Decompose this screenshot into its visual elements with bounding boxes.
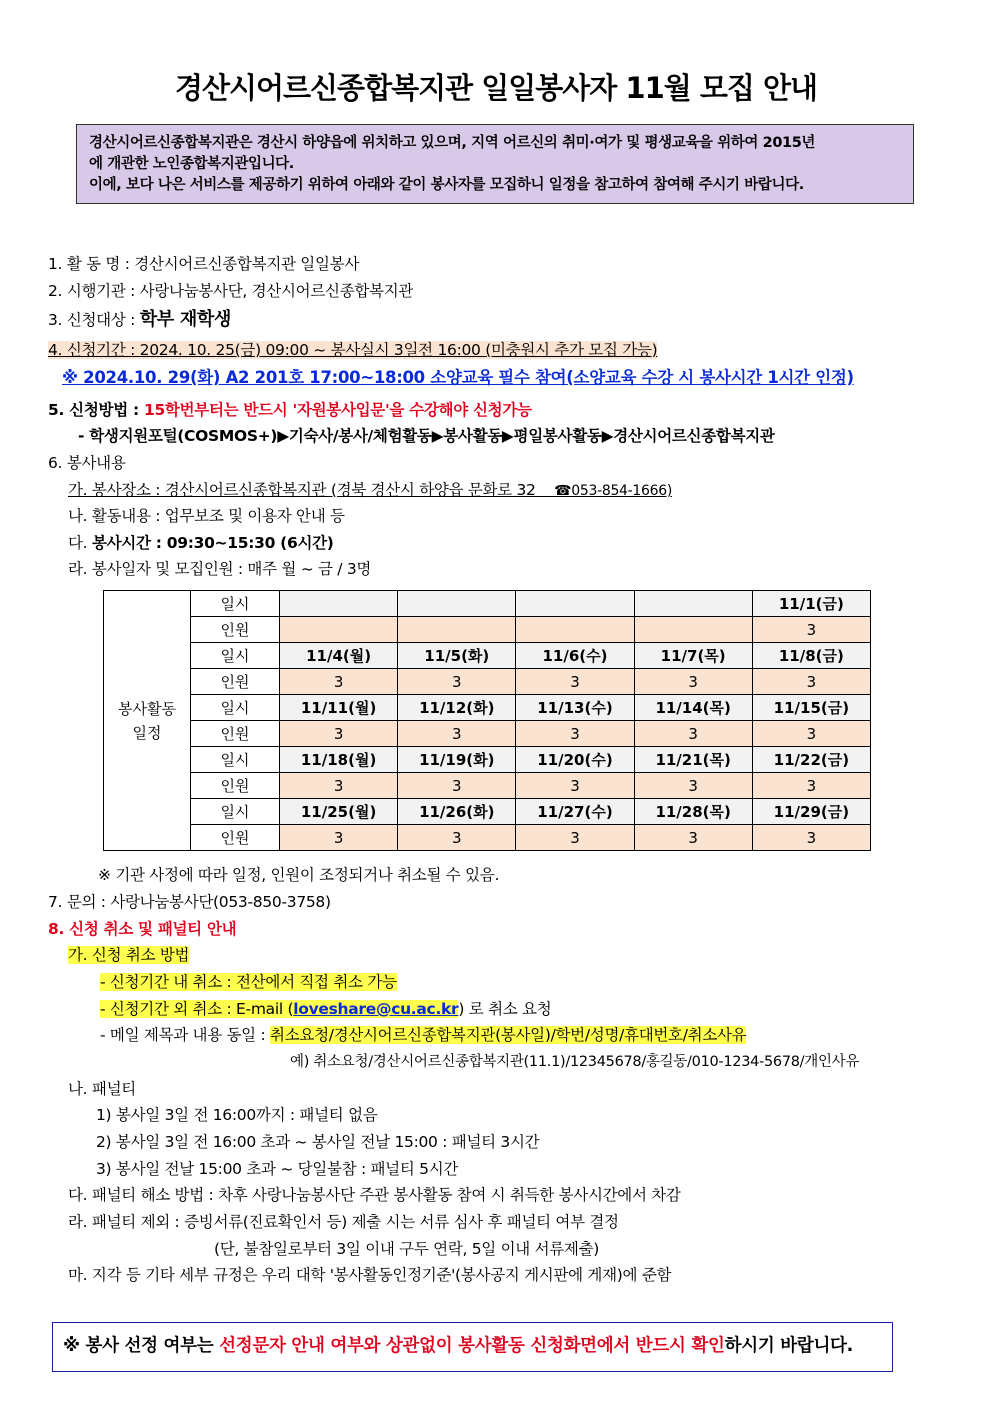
schedule-count-row (104, 617, 871, 643)
schedule-count: 3 (280, 825, 398, 851)
mail-format-example: 예) 취소요청/경산시어르신종합복지관(11.1)/12345678/홍길동/010-1234-5678/개인사유 (290, 1054, 860, 1070)
empty-cell (280, 617, 398, 643)
schedule-date: 11/1(금) (752, 591, 870, 617)
group-label-line-2: 일정 (132, 723, 162, 742)
group-label-line-1: 봉사활동 (118, 699, 176, 718)
schedule-count: 3 (398, 721, 516, 747)
schedule-date: 11/4(월) (280, 643, 398, 669)
item-organizer: 2. 시행기관 : 사랑나눔봉사단, 경산시어르신종합복지관 (48, 282, 414, 300)
empty-cell (398, 617, 516, 643)
penalty-exemption: 라. 패널티 제외 : 증빙서류(진료확인서 등) 제출 시는 서류 심사 후 패널티 여부 결정 (68, 1213, 619, 1231)
training-notice (62, 364, 854, 388)
schedule-count: 3 (752, 773, 870, 799)
empty-cell (634, 617, 752, 643)
schedule-date: 11/6(수) (516, 643, 634, 669)
place-spacer (536, 481, 555, 499)
penalty-exemption-detail: (단, 불참일로부터 3일 이내 구두 연락, 5일 이내 서류제출) (214, 1240, 600, 1258)
target-label: 3. 신청대상 : (48, 311, 140, 329)
item-period (48, 338, 657, 360)
time-value: 봉사시간 : 09:30~15:30 (6시간) (91, 534, 334, 552)
penalty-3: 3) 봉사일 전날 15:00 초과 ~ 당일불참 : 패널티 5시간 (96, 1160, 459, 1178)
schedule-date: 11/25(월) (280, 799, 398, 825)
item-activity-name: 1. 활 동 명 : 경산시어르신종합복지관 일일봉사 (48, 255, 359, 273)
item-cancel-heading: 8. 신청 취소 및 패널티 안내 (48, 920, 237, 938)
schedule-count: 3 (634, 669, 752, 695)
empty-cell (634, 591, 752, 617)
cancel-outside (100, 997, 551, 1019)
notice-pre: ※ 봉사 선정 여부는 (63, 1336, 220, 1356)
schedule-count: 3 (752, 617, 870, 643)
schedule-date-row (104, 643, 871, 669)
schedule-count: 3 (752, 721, 870, 747)
schedule-count: 3 (634, 721, 752, 747)
item-method (48, 398, 532, 420)
content-activity: 나. 활동내용 : 업무보조 및 이용자 안내 등 (68, 507, 345, 525)
item-target (48, 305, 231, 331)
mail-format-pre: - 메일 제목과 내용 동일 : (100, 1026, 271, 1044)
count-label: 인원 (191, 617, 280, 643)
schedule-date: 11/12(화) (398, 695, 516, 721)
empty-cell (280, 591, 398, 617)
count-label: 인원 (191, 825, 280, 851)
method-value: 15학번부터는 반드시 '자원봉사입문'을 수강해야 신청가능 (143, 401, 532, 419)
schedule-count: 3 (752, 825, 870, 851)
date-label: 일시 (191, 643, 280, 669)
schedule-date: 11/13(수) (516, 695, 634, 721)
schedule-group-label (104, 591, 191, 851)
intro-box (76, 124, 914, 204)
count-label: 인원 (191, 721, 280, 747)
penalty-1: 1) 봉사일 3일 전 16:00까지 : 패널티 없음 (96, 1106, 378, 1124)
target-value: 학부 재학생 (139, 309, 232, 330)
cancel-email-link[interactable]: loveshare@cu.ac.kr (293, 1000, 459, 1018)
intro-line-1: 경산시어르신종합복지관은 경산시 하양읍에 위치하고 있으며, 지역 어르신의 취미·여가 및 평생교육을 위하여 2015년 (89, 135, 816, 151)
place-text: 가. 봉사장소 : 경산시어르신종합복지관 (경북 경산시 하양읍 문화로 32 (68, 481, 536, 499)
schedule-date-row (104, 799, 871, 825)
schedule-count: 3 (516, 773, 634, 799)
schedule-date: 11/8(금) (752, 643, 870, 669)
selection-notice (52, 1322, 893, 1372)
schedule-date: 11/27(수) (516, 799, 634, 825)
schedule-date: 11/21(목) (634, 747, 752, 773)
count-label: 인원 (191, 669, 280, 695)
mail-format-text: 취소요청/경산시어르신종합복지관(봉사일)/학번/성명/휴대번호/취소사유 (270, 1026, 747, 1044)
content-time (68, 531, 334, 553)
schedule-date: 11/15(금) (752, 695, 870, 721)
content-place (68, 478, 672, 500)
cancel-within-text: - 신청기간 내 취소 : 전산에서 직접 취소 가능 (100, 973, 397, 991)
date-label: 일시 (191, 799, 280, 825)
schedule-count: 3 (752, 669, 870, 695)
date-label: 일시 (191, 747, 280, 773)
page-title: 경산시어르신종합복지관 일일봉사자 11월 모집 안내 (174, 71, 818, 105)
schedule-count: 3 (280, 669, 398, 695)
schedule-count-row (104, 773, 871, 799)
schedule-date-row (104, 695, 871, 721)
cancel-outside-post: ) 로 취소 요청 (458, 1000, 552, 1018)
schedule-count: 3 (634, 773, 752, 799)
count-label: 인원 (191, 773, 280, 799)
intro-line-3: 이에, 보다 나은 서비스를 제공하기 위하여 아래와 같이 봉사자를 모집하니 일정을 참고하여 참여해 주시기 바랍니다. (89, 177, 804, 193)
schedule-date: 11/5(화) (398, 643, 516, 669)
schedule-date: 11/29(금) (752, 799, 870, 825)
schedule-date: 11/19(화) (398, 747, 516, 773)
period-text: 4. 신청기간 : 2024. 10. 25(금) 09:00 ~ 봉사실시 3일전 16:00 (미충원시 추가 모집 가능) (48, 341, 658, 359)
date-label: 일시 (191, 695, 280, 721)
schedule-count-row (104, 669, 871, 695)
schedule-date: 11/26(화) (398, 799, 516, 825)
schedule-date: 11/22(금) (752, 747, 870, 773)
phone-text: ☎053-854-1666) (554, 483, 673, 499)
cancel-within (100, 970, 397, 992)
schedule-date: 11/11(월) (280, 695, 398, 721)
time-prefix: 다. (68, 534, 92, 552)
cancel-mail-format (100, 1023, 746, 1045)
method-path: - 학생지원포털(COSMOS+)▶기숙사/봉사/체험활동▶봉사활동▶평일봉사활동▶경산시어르신종합복지관 (78, 427, 775, 445)
schedule-count-row (104, 721, 871, 747)
schedule-date-row (104, 747, 871, 773)
schedule-date: 11/7(목) (634, 643, 752, 669)
schedule-count: 3 (516, 721, 634, 747)
schedule-count: 3 (634, 825, 752, 851)
schedule-count: 3 (398, 773, 516, 799)
method-label: 5. 신청방법 : (48, 401, 144, 419)
notice-red: 선정문자 안내 여부와 상관없이 봉사활동 신청화면에서 반드시 확인 (219, 1336, 725, 1356)
content-schedule: 라. 봉사일자 및 모집인원 : 매주 월 ~ 금 / 3명 (68, 560, 372, 578)
schedule-count-row (104, 825, 871, 851)
schedule-count: 3 (398, 669, 516, 695)
cancel-outside-pre: - 신청기간 외 취소 : E-mail ( (100, 1000, 294, 1018)
notice-post: 하시기 바랍니다. (724, 1336, 854, 1356)
schedule-table (103, 590, 871, 851)
item-contact: 7. 문의 : 사랑나눔봉사단(053-850-3758) (48, 893, 331, 911)
schedule-count: 3 (280, 773, 398, 799)
penalty-2: 2) 봉사일 3일 전 16:00 초과 ~ 봉사일 전날 15:00 : 패널티 3시간 (96, 1133, 540, 1151)
schedule-count: 3 (516, 825, 634, 851)
cancel-method (68, 943, 189, 965)
training-text: ※ 2024.10. 29(화) A2 201호 17:00~18:00 소양교육 필수 참여(소양교육 수강 시 봉사시간 1시간 인정) (62, 368, 854, 387)
schedule-count: 3 (516, 669, 634, 695)
intro-line-2: 에 개관한 노인종합복지관입니다. (89, 156, 294, 172)
table-note: ※ 기관 사정에 따라 일정, 인원이 조정되거나 취소될 수 있음. (98, 866, 500, 884)
item-content: 6. 봉사내용 (48, 454, 126, 472)
schedule-count: 3 (398, 825, 516, 851)
schedule-count: 3 (280, 721, 398, 747)
schedule-date: 11/20(수) (516, 747, 634, 773)
schedule-date: 11/18(월) (280, 747, 398, 773)
schedule-date: 11/28(목) (634, 799, 752, 825)
schedule-date: 11/14(목) (634, 695, 752, 721)
penalty-heading: 나. 패널티 (68, 1080, 136, 1098)
other-rules: 마. 지각 등 기타 세부 규정은 우리 대학 '봉사활동인정기준'(봉사공지 게시판에 게재)에 준함 (68, 1266, 672, 1284)
penalty-removal: 다. 패널티 해소 방법 : 차후 사랑나눔봉사단 주관 봉사활동 참여 시 취득한 봉사시간에서 차감 (68, 1186, 681, 1204)
date-label: 일시 (191, 591, 280, 617)
cancel-method-text: 가. 신청 취소 방법 (68, 946, 190, 964)
empty-cell (516, 591, 634, 617)
schedule-date-row (104, 591, 871, 617)
empty-cell (398, 591, 516, 617)
empty-cell (516, 617, 634, 643)
